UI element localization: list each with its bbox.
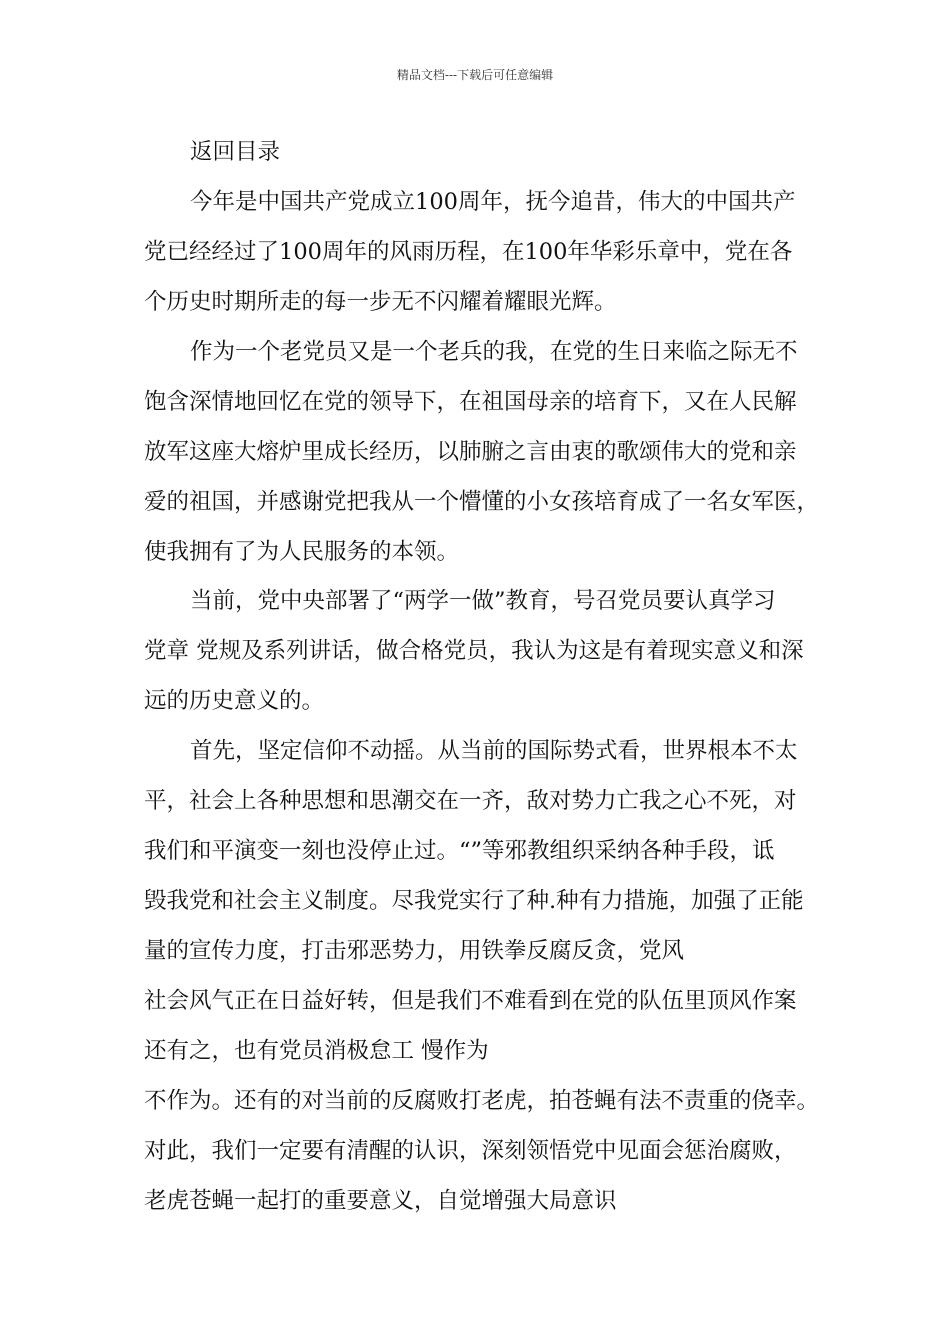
- text-line: 党已经经过了100周年的风雨历程，在100年华彩乐章中，党在各: [144, 239, 793, 265]
- text-line: 个历史时期所走的每一步无不闪耀着耀眼光辉。: [144, 289, 617, 315]
- text-line: 社会风气正在日益好转，但是我们不难看到在党的队伍里顶风作案: [144, 988, 797, 1014]
- text-line: 远的历史意义的。: [144, 688, 325, 714]
- back-to-toc-link[interactable]: 返回目录: [190, 139, 281, 165]
- text-line: 使我拥有了为人民服务的本领。: [144, 539, 460, 565]
- text-line: 饱含深情地回忆在党的领导下，在祖国母亲的培育下，又在人民解: [144, 389, 797, 415]
- text-line: 我们和平演变一刻也没停止过。“”等邪教组织采纳各种手段，诋: [144, 838, 775, 864]
- text-line: 量的宣传力度，打击邪恶势力，用铁拳反腐反贪，党风: [144, 938, 685, 964]
- text-line: 今年是中国共产党成立100周年，抚今追昔，伟大的中国共产: [190, 189, 796, 215]
- text-line: 老虎苍蝇一起打的重要意义，自觉增强大局意识: [144, 1188, 617, 1214]
- text-line: 放军这座大熔炉里成长经历，以肺腑之言由衷的歌颂伟大的党和亲: [144, 439, 797, 465]
- text-line: 不作为。还有的对当前的反腐败打老虎，拍苍蝇有法不责重的侥幸。: [144, 1088, 820, 1114]
- text-line: 毁我党和社会主义制度。尽我党实行了种.种有力措施，加强了正能: [144, 888, 804, 914]
- text-line: 当前，党中央部署了“两学一做”教育，号召党员要认真学习: [190, 588, 776, 614]
- text-line: 爱的祖国，并感谢党把我从一个懵懂的小女孩培育成了一名女军医，: [144, 489, 820, 515]
- text-line: 作为一个老党员又是一个老兵的我，在党的生日来临之际无不: [190, 339, 798, 365]
- text-line: 平，社会上各种思想和思潮交在一齐，敌对势力亡我之心不死，对: [144, 788, 797, 814]
- text-line: 对此，我们一定要有清醒的认识，深刻领悟党中见面会惩治腐败，: [144, 1138, 797, 1164]
- text-line: 还有之，也有党员消极怠工 慢作为: [144, 1038, 489, 1064]
- text-line: 首先，坚定信仰不动摇。从当前的国际势式看，世界根本不太: [190, 738, 798, 764]
- text-line: 党章 党规及系列讲话，做合格党员，我认为这是有着现实意义和深: [144, 638, 804, 664]
- page-header: 精品文档---下载后可任意编辑: [396, 68, 554, 82]
